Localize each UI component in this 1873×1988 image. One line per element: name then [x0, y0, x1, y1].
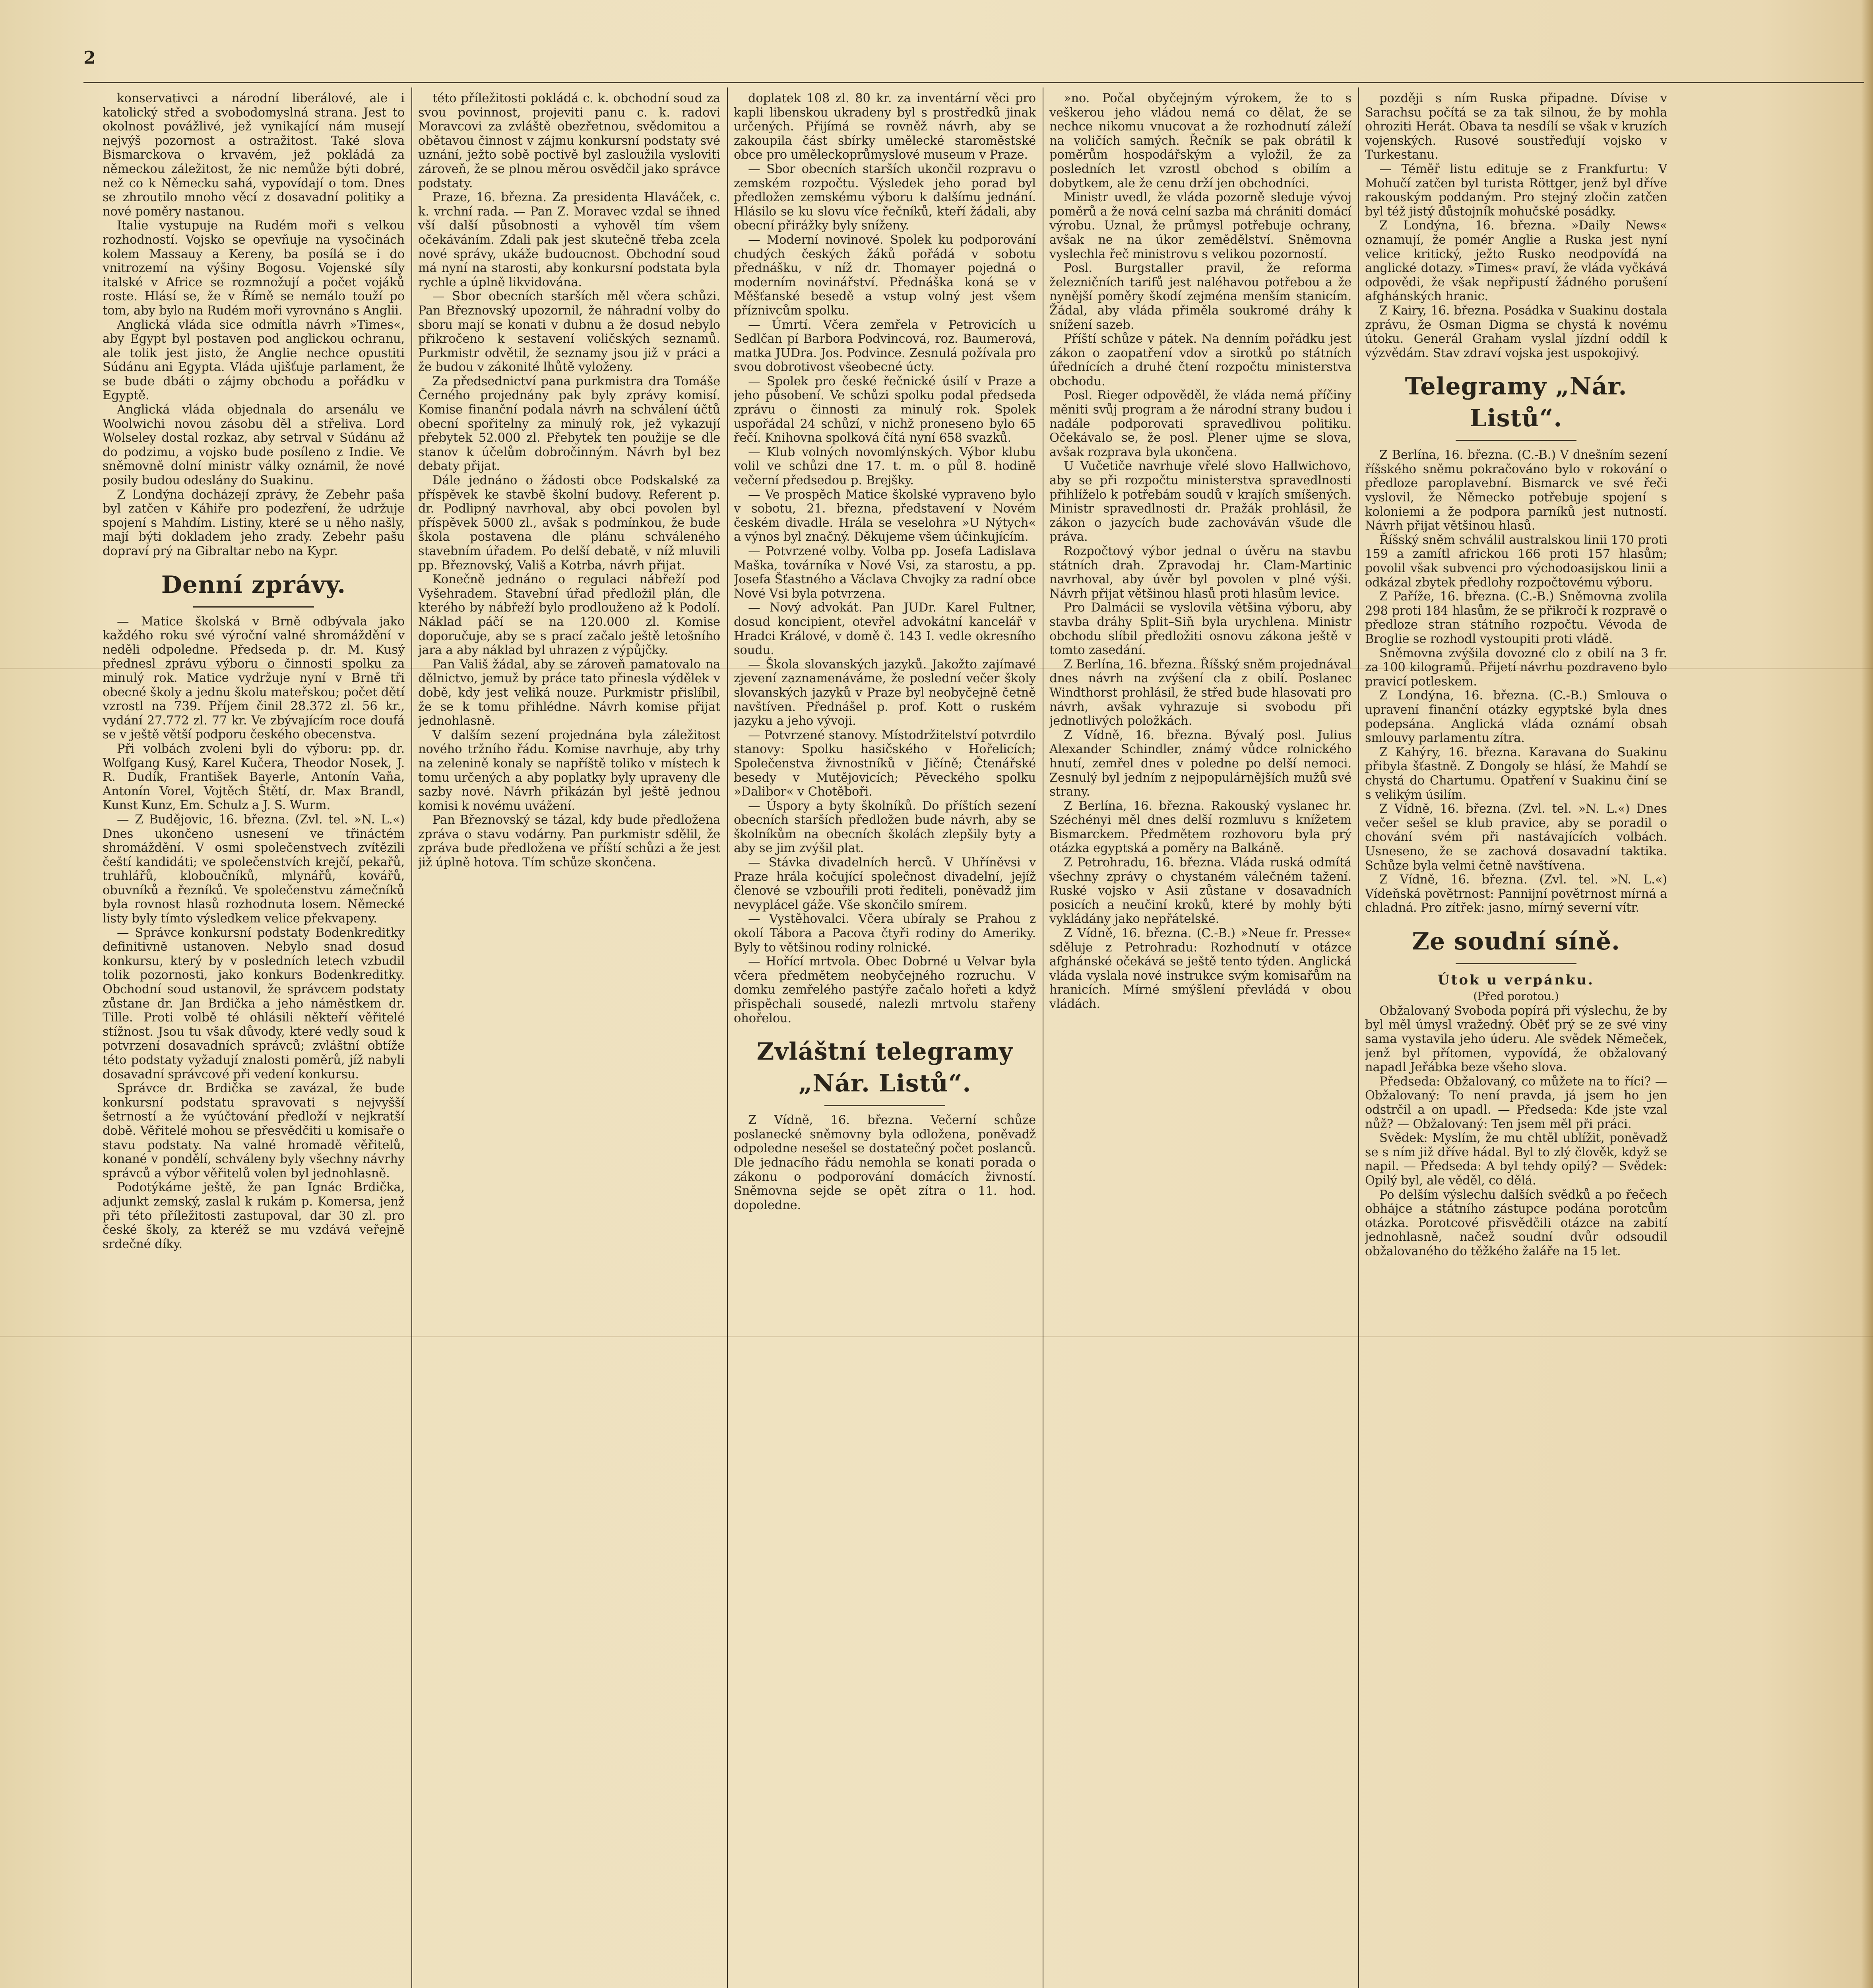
paragraph: Svědek: Myslím, že mu chtěl ublížit, poněvadž se s ním již dříve hádal. Byl to zlý člověk, když se napil. — Předseda: A byl tehdy opilý? — Svědek: Opilý byl, ale věděl, co dělá. — [1365, 1131, 1667, 1188]
column-3 — [734, 91, 1036, 1988]
paragraph: Z Berlína, 16. března. Říšský sněm projednával dnes návrh na zvýšení cla z obilí. Poslanec Windthorst prohlásil, že střed bude hlasovati pro návrh, avšak vyhrazuje si svobodu při jednotlivých položkách. — [1049, 657, 1351, 728]
paragraph: Z Kahýry, 16. března. Karavana do Suakinu přibyla šťastně. Z Dongoly se hlásí, že Mahdí se chystá do Chartumu. Opatření v Suakinu činí se s velikým úsilím. — [1365, 745, 1667, 802]
page-edge-shadow — [1861, 0, 1873, 1988]
header-rule — [83, 82, 1864, 83]
paragraph: Z Vídně, 16. března. (C.-B.) »Neue fr. Presse« sděluje z Petrohradu: Rozhodnutí v otázce afghánské očekává se ještě tento týden. Anglická vláda vyslala nové instrukce svým komisařům na hranicích. Mírné smýšlení převládá v obou vládách. — [1049, 926, 1351, 1011]
paragraph: — Moderní novinové. Spolek ku podporování chudých českých žáků pořádá v sobotu přednášku, v níž dr. Thomayer pojedná o moderním novinářství. Přednáška koná se v Měšťanské besedě a vstup volný jest všem příznivcům spolku. — [734, 233, 1036, 318]
paragraph: Obžalovaný Svoboda popírá při výslechu, že by byl měl úmysl vražedný. Oběť prý se ze své viny sama vystavila jeho úderu. Ale svědek Němeček, jenž byl přítomen, vypovídá, že obžalovaný napadl Jeřábka beze všeho slova. — [1365, 1004, 1667, 1075]
paragraph: Dále jednáno o žádosti obce Podskalské za příspěvek ke stavbě školní budovy. Referent p. dr. Podlipný navrhoval, aby obci povolen byl příspěvek 5000 zl., avšak s podmínkou, že bude škola postavena dle plánu schváleného stavebním úřadem. Po delší debatě, v níž mluvili pp. Březnovský, Vališ a Kotrba, návrh přijat. — [418, 474, 720, 573]
paragraph: — Vystěhovalci. Včera ubíraly se Prahou z okolí Tábora a Pacova čtyři rodiny do Ameriky. Byly to většinou rodiny rolnické. — [734, 912, 1036, 955]
paragraph: Z Londýna, 16. března. (C.-B.) Smlouva o upravení finanční otázky egyptské byla dnes podepsána. Anglická vláda oznámí obsah smlouvy parlamentu zítra. — [1365, 689, 1667, 746]
paragraph: — Nový advokát. Pan JUDr. Karel Fultner, dosud koncipient, otevřel advokátní kancelář v Hradci Králové, v domě č. 143 I. vedle okresního soudu. — [734, 601, 1036, 658]
paragraph: — Klub volných novomlýnských. Výbor klubu volil ve schůzi dne 17. t. m. o půl 8. hodině večerní předsedou p. Brejšky. — [734, 445, 1036, 488]
paragraph: Z Berlína, 16. března. (C.-B.) V dnešním sezení říšského sněmu pokračováno bylo v rokování o předloze paroplavební. Bismarck ve své řeči vyslovil, že Německo potřebuje spojení s koloniemi a že podpora parníků jest nutností. Návrh přijat většinou hlasů. — [1365, 448, 1667, 533]
column-rule — [727, 87, 728, 1988]
paragraph: — Matice školská v Brně odbývala jako každého roku své výroční valné shromáždění v neděli odpoledne. Předseda p. dr. M. Kusý přednesl zprávu výboru o činnosti spolku za minulý rok. Matice vydržuje nyní v Brně tři obecné školy a jednu školu mateřskou; počet dětí vzrostl na 739. Příjem činil 28.372 zl. 56 kr., vydání 27.772 zl. 77 kr. Ve zbývajícím roce doufá se v ještě větší podporu českého obecenstva. — [103, 614, 405, 742]
paragraph: Pan Vališ žádal, aby se zároveň pamatovalo na dělnictvo, jemuž by práce tato přinesla výdělek v době, kdy jest veliká nouze. Purkmistr přislíbil, že se k tomu přihlédne. Návrh komise přijat jednohlasně. — [418, 657, 720, 728]
section-heading: Telegramy „Nár. Listů“. — [1405, 373, 1627, 433]
paragraph: — Úmrtí. Včera zemřela v Petrovicích u Sedlčan pí Barbora Podvincová, roz. Baumerová, matka JUDra. Jos. Podvince. Zesnulá požívala pro svou dobrotivost všeobecné úcty. — [734, 318, 1036, 375]
paragraph: — Úspory a byty školníků. Do příštích sezení obecních starších předložen bude návrh, aby se školníkům na obecních školách zlepšily byty a aby se jim zvýšil plat. — [734, 799, 1036, 856]
paragraph: Po delším výslechu dalších svědků a po řečech obhájce a státního zástupce podána porotcům otázka. Porotcové přisvědčili otázce na zabití jednohlasně, načež soudní dvůr odsoudil obžalovaného do těžkého žaláře na 15 let. — [1365, 1188, 1667, 1258]
column-1 — [103, 91, 405, 1988]
paragraph: — Potvrzené volby. Volba pp. Josefa Ladislava Maška, továrníka v Nové Vsi, za starostu, a pp. Josefa Šťastného a Václava Chvojky za radní obce Nové Vsi byla potvrzena. — [734, 544, 1036, 601]
section-heading: Ze soudní síně. — [1412, 927, 1620, 955]
paragraph: — Ve prospěch Matice školské vypraveno bylo v sobotu, 21. března, představení v Novém českém divadle. Hrála se veselohra »U Nýtych« a výnos byl značný. Děkujeme všem účinkujícím. — [734, 487, 1036, 544]
paragraph: Sněmovna zvýšila dovozné clo z obilí na 3 fr. za 100 kilogramů. Přijetí návrhu pozdraveno bylo pravicí potleskem. — [1365, 646, 1667, 689]
paragraph: — Škola slovanských jazyků. Jakožto zajímavé zjevení zaznamenáváme, že poslední večer školy slovanských jazyků v Praze byl neobyčejně četně navštíven. Přednášel p. prof. Kott o ruském jazyku a jeho vývoji. — [734, 657, 1036, 728]
paragraph: Z Vídně, 16. března. (Zvl. tel. »N. L.«) Vídeňská povětrnost: Pannijní povětrnost mírná a chladná. Pro zítřek: jasno, mírný severní vítr. — [1365, 873, 1667, 915]
heading-rule — [193, 606, 314, 608]
paragraph: Posl. Burgstaller pravil, že reforma železničních tarifů jest naléhavou potřebou a že nynější poměry škodí zejména menším stanicím. Žádal, aby vláda přiměla soukromé dráhy k snížení sazeb. — [1049, 261, 1351, 332]
paragraph: — Potvrzené stanovy. Místodržitelství potvrdilo stanovy: Spolku hasičského v Hořelicích; Společenstva živnostníků v Jičíně; Čtenářské besedy v Mutějovicích; Pěveckého spolku »Dalibor« v Chotěboři. — [734, 728, 1036, 799]
paragraph: Anglická vláda sice odmítla návrh »Times«, aby Egypt byl postaven pod anglickou ochranu, ale tolik jest jisto, že Anglie nechce opustiti Súdánu ani Egypta. Vláda ujišťuje parlament, že se bude dbáti o zájmy obchodu a pořádku v Egyptě. — [103, 318, 405, 403]
paragraph: této příležitosti pokládá c. k. obchodní soud za svou povinnost, projeviti panu c. k. radovi Moravcovi za zvláště obezřetnou, svědomitou a obětavou činnost v zájmu konkursní podstaty své uznání, ježto sobě poctivě byl zasloužila vysloviti zároveň, že se plnou měrou osvědčil jako správce podstaty. — [418, 91, 720, 190]
paragraph: Konečně jednáno o regulaci nábřeží pod Vyšehradem. Stavební úřad předložil plán, dle kterého by nábřeží bylo prodlouženo až k Podolí. Náklad páčí se na 120.000 zl. Komise doporučuje, aby se s prací začalo ještě letošního jara a aby náklad byl uhrazen z výpůjčky. — [418, 573, 720, 658]
section-heading: Zvláštní telegramy „Nár. Listů“. — [756, 1038, 1013, 1098]
paragraph: Z Paříže, 16. března. (C.-B.) Sněmovna zvolila 298 proti 184 hlasům, že se přikročí k rozpravě o předloze stran státního rozpočtu. Vévoda de Broglie se rozhodl vystoupiti proti vládě. — [1365, 590, 1667, 646]
column-2 — [418, 91, 720, 1988]
paragraph: konservativci a národní liberálové, ale i katolický střed a svobodomyslná strana. Jest to okolnost povážlivé, jež vynikající nám musejí nejvýš pozornost a ostražitost. Také slova Bismarckova o krvavém, jež pokládá za německou záležitost, že nic nemůže býti dobré, než co k Německu sahá, vypovídají o tom. Dnes se zhroutilo mnoho věcí z dosavadní politiky a nové poměry nastanou. — [103, 91, 405, 219]
paragraph: Z Vídně, 16. března. Bývalý posl. Julius Alexander Schindler, známý vůdce rolnického hnutí, zemřel dnes v poledne po delší nemoci. Zesnulý byl jedním z nejpopulárnějších mužů své strany. — [1049, 728, 1351, 799]
paragraph: Správce dr. Brdička se zavázal, že bude konkursní podstatu spravovati s nejvyšší šetrností a že vyúčtování předloží v nejkratší době. Věřitelé mohou se přesvědčiti u komisaře o stavu podstaty. Na valné hromadě věřitelů, konané v pondělí, schváleny byly všechny návrhy správců a výbor věřitelů volen byl jednohlasně. — [103, 1081, 405, 1180]
paragraph: — Stávka divadelních herců. V Uhříněvsi v Praze hrála kočující společnost divadelní, jejíž členové se vzbouřili proti řediteli, poněvadž jim nevyplácel gáže. Vše skončilo smírem. — [734, 856, 1036, 912]
paragraph: Anglická vláda objednala do arsenálu ve Woolwichi novou zásobu děl a střeliva. Lord Wolseley dostal rozkaz, aby setrval v Súdánu až do podzimu, a vojsko bude posíleno z Indie. Ve sněmovně dolní ministr války oznámil, že nové posily budou odeslány do Suakinu. — [103, 403, 405, 488]
paragraph: V dalším sezení projednána byla záležitost nového tržního řádu. Komise navrhuje, aby trhy na zelenině konaly se napříště toliko v místech k tomu určených a aby poplatky byly upraveny dle sazby nové. Návrh přikázán byl ještě jednou komisi k novému uvážení. — [418, 728, 720, 813]
paragraph: později s ním Ruska připadne. Dívise v Sarachsu počítá se za tak silnou, že by mohla ohroziti Herát. Obava ta nesdílí se však v kruzích vojenských. Rusové soustřeďují vojsko v Turkestanu. — [1365, 91, 1667, 162]
paragraph: — Hořící mrtvola. Obec Dobrné u Velvar byla včera předmětem neobyčejného rozruchu. V domku zemřelého pastýře začalo hořeti a když přispěchali sousedé, nalezli mrtvolu stařeny ohořelou. — [734, 955, 1036, 1025]
paragraph: Z Vídně, 16. března. (Zvl. tel. »N. L.«) Dnes večer sešel se klub pravice, aby se poradil o chování svém při nastávajících volbách. Usneseno, že se zachová dosavadní taktika. Schůze byla velmi četně navštívena. — [1365, 802, 1667, 873]
paragraph: U Vučetiče navrhuje vřelé slovo Hallwichovo, aby se při rozpočtu ministerstva spravedlnosti přihlíželo k potřebám soudů v krajích smíšených. Ministr spravedlnosti dr. Pražák prohlásil, že zákon o jazycích bude zachováván všude dle práva. — [1049, 459, 1351, 544]
paragraph: — Spolek pro české řečnické úsilí v Praze a jeho působení. Ve schůzi spolku podal předseda zprávu o činnosti za minulý rok. Spolek uspořádal 24 schůzí, v nichž proneseno bylo 65 řečí. Knihovna spolková čítá nyní 658 svazků. — [734, 374, 1036, 445]
paragraph: Posl. Rieger odpověděl, že vláda nemá příčiny měniti svůj program a že národní strany budou i nadále podporovati spravedlivou politiku. Očekávalo se, že posl. Plener ujme se slova, avšak rozprava byla ukončena. — [1049, 388, 1351, 459]
heading-rule — [1456, 963, 1576, 964]
paragraph: — Z Budějovic, 16. března. (Zvl. tel. »N. L.«) Dnes ukončeno usnesení ve třináctém shromáždění. V osmi společenstvech zvítězili čeští kandidáti; ve společenstvích krejčí, pekařů, truhlářů, kloboučníků, mlynářů, kovářů, obuvníků a řezníků. Ve společenstvu zámečníků byla rovnost hlasů rozhodnuta losem. Německé listy byly tímto výsledkem velice překvapeny. — [103, 812, 405, 926]
paragraph: Z Vídně, 16. března. Večerní schůze poslanecké sněmovny byla odložena, poněvadž odpoledne nesešel se dostatečný počet poslanců. Dle jednacího řádu nemohla se konati porada o zákonu o podporování domácích živností. Sněmovna sejde se opět zítra o 11. hod. dopoledne. — [734, 1113, 1036, 1212]
paragraph: Podotýkáme ještě, že pan Ignác Brdička, adjunkt zemský, zaslal k rukám p. Komersa, jenž při této příležitosti zastupoval, dar 30 zl. pro české školy, za kteréž se mu vzdává veřejně srdečné díky. — [103, 1180, 405, 1251]
paragraph: Předseda: Obžalovaný, co můžete na to říci? — Obžalovaný: To není pravda, já jsem ho jen odstrčil a on upadl. — Předseda: Kde jste vzal nůž? — Obžalovaný: Ten jsem měl při práci. — [1365, 1074, 1667, 1131]
paragraph: Při volbách zvoleni byli do výboru: pp. dr. Wolfgang Kusý, Karel Kučera, Theodor Nosek, J. R. Dudík, František Bayerle, Antonín Vaňa, Antonín Vorel, Vojtěch Štětí, dr. Max Brandl, Kunst Kunz, Em. Schulz a J. S. Wurm. — [103, 742, 405, 813]
paragraph: Za předsednictví pana purkmistra dra Tomáše Černého projednány pak byly zprávy komisí. Komise finanční podala návrh na schválení účtů obecní spořitelny za minulý rok, jež vykazují přebytek 52.000 zl. Přebytek ten použije se dle stanov k účelům dobročinným. Návrh byl bez debaty přijat. — [418, 374, 720, 474]
paragraph: Příští schůze v pátek. Na denním pořádku jest zákon o zaopatření vdov a sirotků po státních úřednících a druhé čtení rozpočtu ministerstva obchodu. — [1049, 332, 1351, 388]
paragraph: Italie vystupuje na Rudém moři s velkou rozhodností. Vojsko se opevňuje na vysočinách kolem Massauy a Kereny, ba posílá se i do vnitrozemí na výšiny Bogosu. Vojenské síly italské v Africe se rozmnožují a počet vojáků roste. Hlásí se, že v Římě se nemálo touží po tom, aby bylo na Rudém moři vyrovnáno s Anglii. — [103, 219, 405, 318]
heading-rule — [824, 1105, 945, 1106]
paragraph: Z Londýna docházejí zprávy, že Zebehr paša byl zatčen v Káhiře pro podezření, že udržuje spojení s Mahdím. Listiny, které se u něho našly, mají býti dokladem jeho zrady. Zebehr pašu dopraví prý na Gibraltar nebo na Kypr. — [103, 487, 405, 558]
paragraph: »no. Počal obyčejným výrokem, že to s veškerou jeho vládou nemá co dělat, že se nechce nikomu vnucovat a že rozhodnutí záleží na voličích samých. Řečník se pak obrátil k poměrům hospodářským a vyložil, že za posledních let vzrostl obchod s obilím a dobytkem, ale že cenu drží jen obchodníci. — [1049, 91, 1351, 190]
paragraph: Rozpočtový výbor jednal o úvěru na stavbu státních drah. Zpravodaj hr. Clam-Martinic navrhoval, aby úvěr byl povolen v plné výši. Návrh přijat většinou hlasů proti hlasům levice. — [1049, 544, 1351, 601]
page-marker: 2 — [83, 48, 96, 68]
article-note: (Před porotou.) — [1473, 989, 1559, 1003]
column-5 — [1365, 91, 1667, 1988]
paragraph: Pro Dalmácii se vyslovila většina výboru, aby stavba dráhy Split–Siň byla urychlena. Ministr obchodu slíbil předložiti osnovu zákona ještě v tomto zasedání. — [1049, 601, 1351, 658]
paragraph: Z Petrohradu, 16. března. Vláda ruská odmítá všechny zprávy o chystaném válečném tažení. Ruské vojsko v Asii zůstane v dosavadních posicích a neučiní kroků, které by mohly býti vykládány jako nepřátelské. — [1049, 856, 1351, 926]
section-heading: Denní zprávy. — [161, 571, 346, 599]
paragraph: Z Kairy, 16. března. Posádka v Suakinu dostala zprávu, že Osman Digma se chystá k novému útoku. Generál Graham vyslal jízdní oddíl k výzvědám. Stav zdraví vojska jest uspokojivý. — [1365, 303, 1667, 360]
paragraph: Praze, 16. března. Za presidenta Hlaváček, c. k. vrchní rada. — Pan Z. Moravec vzdal se ihned vší další působnosti a vyhověl tím všem očekáváním. Zdali pak jest skutečně třeba zcela nové správy, ukáže budoucnost. Obchodní soud má nyní na starosti, aby konkursní podstata byla rychle a úplně likvidována. — [418, 190, 720, 289]
paragraph: Z Berlína, 16. března. Rakouský vyslanec hr. Széchényi měl dnes delší rozmluvu s knížetem Bismarckem. Předmětem rozhovoru byla prý otázka egyptská a poměry na Balkáně. — [1049, 799, 1351, 856]
heading-rule — [1456, 440, 1576, 441]
column-rule — [411, 87, 412, 1988]
paragraph: Ministr uvedl, že vláda pozorně sleduje vývoj poměrů a že nová celní sazba má chrániti domácí výrobu. Uznal, že průmysl potřebuje ochrany, avšak ne na úkor zemědělství. Sněmovna vyslechla řeč ministrovu s velikou pozorností. — [1049, 190, 1351, 261]
paragraph: — Téměř listu edituje se z Frankfurtu: V Mohučí zatčen byl turista Röttger, jenž byl dříve rakouským poddaným. Pro stejný zločin zatčen byl též jistý důstojník mohučské posádky. — [1365, 162, 1667, 219]
paragraph: Říšský sněm schválil australskou linii 170 proti 159 a zamítl africkou 166 proti 157 hlasům; povolil však subvenci pro východoasijskou linii a odkázal zbytek předlohy rozpočtovému výboru. — [1365, 533, 1667, 590]
column-4 — [1049, 91, 1351, 1988]
paragraph: — Sbor obecních starších ukončil rozpravu o zemském rozpočtu. Výsledek jeho porad byl předložen zemskému výboru k dalšímu jednání. Hlásilo se ku slovu více řečníků, kteří žádali, aby obecní přirážky byly sníženy. — [734, 162, 1036, 233]
paragraph: doplatek 108 zl. 80 kr. za inventární věci pro kapli libenskou ukradeny byl s prostředků jinak určených. Přijímá se rovněž návrh, aby se zakoupila část sbírky umělecké staroměstské obce pro uměleckoprůmyslové museum v Praze. — [734, 91, 1036, 162]
paragraph: — Správce konkursní podstaty Bodenkreditky definitivně ustanoven. Nebylo snad dosud konkursu, který by v posledních letech vzbudil tolik pozornosti, jako konkurs Bodenkreditky. Obchodní soud ustanovil, že správcem podstaty zůstane dr. Jan Brdička a jeho náměstkem dr. Tille. Proti volbě té ohlásili někteří věřitelé stížnost. Jsou tu však důvody, které vedly soud k potvrzení dosavadních správců; zvláštní obtíže této podstaty vyžadují znalosti poměrů, jíž nabyli dosavadní správcové při vedení konkursu. — [103, 926, 405, 1081]
paragraph: Z Londýna, 16. března. »Daily News« oznamují, že pomér Anglie a Ruska jest nyní velice kritický, ježto Rusko neodpovídá na anglické dotazy. »Times« praví, že vláda vyčkává odpovědi, že však nepřipustí žádného porušení afghánských hranic. — [1365, 219, 1667, 304]
paragraph: Pan Březnovský se tázal, kdy bude předložena zpráva o stavu vodárny. Pan purkmistr sdělil, že zpráva bude předložena ve příští schůzi a že jest již úplně hotova. Tím schůze skončena. — [418, 813, 720, 870]
article-subtitle: Útok u verpánku. — [1438, 972, 1594, 988]
column-rule — [1358, 87, 1359, 1988]
paragraph: — Sbor obecních starších měl včera schůzi. Pan Březnovský upozornil, že náhradní volby do sboru mají se konati v dubnu a že dosud nebylo přikročeno k sestavení voličských seznamů. Purkmistr odvětil, že seznamy jsou již v práci a že budou v zákonité lhůtě vyloženy. — [418, 289, 720, 375]
